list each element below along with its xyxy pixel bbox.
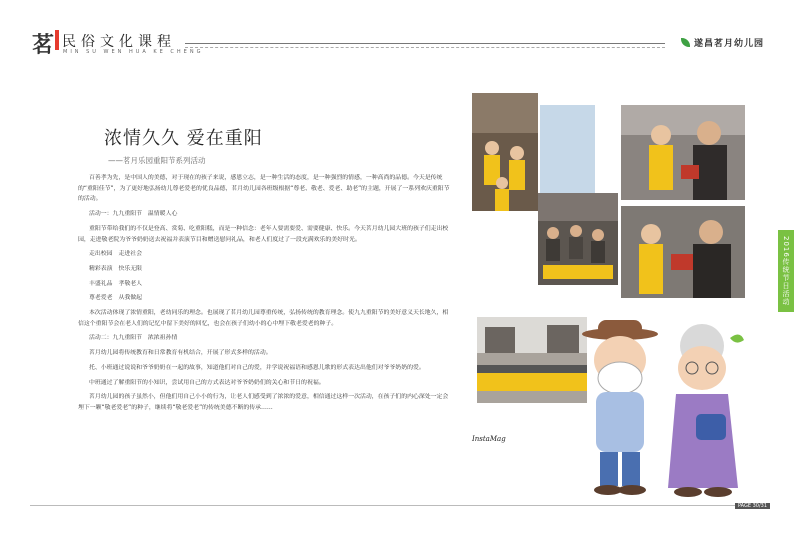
brand <box>681 36 764 49</box>
photo-group-outside <box>477 317 587 403</box>
footer-divider <box>30 505 740 506</box>
section-pinyin: MIN SU WEN HUA KE CHENG <box>63 49 204 55</box>
slogan: 丰盛礼品 孝敬老人 <box>89 280 143 287</box>
paragraph: 中班通过了解重阳节的小知识，尝试用自己的方式表达对爷爷奶奶们的关心和节日的祝福。 <box>89 379 325 386</box>
side-tab: 2016传统节日活动 <box>778 230 794 312</box>
article-title: 浓情久久 爱在重阳 <box>104 128 263 149</box>
instamag-label: InstaMag <box>472 435 506 443</box>
paragraph: 托、小班通过说说和爷爷奶奶在一起的故事，知道他们对自己的爱，并学说祝福语和感恩儿歌的形式表达出他们对爷爷奶奶的爱。 <box>89 364 425 371</box>
collage-watermark: INSTAMAG · 遂昌茗月幼儿园 <box>540 304 593 309</box>
photo-children-performing <box>472 93 538 211</box>
activity-heading: 活动一：九九重阳节 温情暖人心 <box>89 211 178 218</box>
photo-child-with-elder <box>621 105 745 200</box>
logo-character: 茗 <box>32 32 55 58</box>
photo-elders-seated <box>538 193 618 285</box>
paragraph: 百善孝为先，是中国人的美德，对于现在的孩子来说，感恩立志，是一种生活的态度，是一种强烈的情感，一种高尚的品德。今天是传统的“重阳佳节”，为了更好地弘扬幼儿尊老爱老的优良品德，茗月幼儿园各班级根据“尊老、敬老、爱老、助老”的主题，开展了一系列欢庆重阳节的活动。 <box>78 175 450 203</box>
paragraph: 本次活动体现了浓情重阳，老幼同乐的理念。也展现了茗月幼儿园尊重传统，弘扬传统的教育理念。使九九重阳节的美好意义天长地久，相信这个重阳节会在老人们的记忆中留下美好的回忆，也会在孩子们幼小的心中埋下敬老爱老的种子。 <box>78 310 449 327</box>
header-divider-dashed <box>185 47 665 48</box>
activity-heading: 活动二：九九重阳节 浓浓祖孙情 <box>89 335 178 342</box>
page-number: PAGE 30/31 <box>735 503 770 509</box>
paragraph: 茗月幼儿园的孩子虽然小，但他们用自己小小的行为，让老人们感受到了浓浓的爱意，相信通过这样一次活动，在孩子们的内心深处一定会埋下一颗“敬老爱老”的种子，继续将“敬老爱老”的传统美德不断的传承…… <box>78 394 449 411</box>
header-divider <box>185 43 665 44</box>
slogan: 精彩表演 快乐无限 <box>89 265 143 272</box>
logo-accent-bar <box>55 30 59 50</box>
grandparents-illustration <box>580 318 750 498</box>
article-subtitle: ——茗月乐园重阳节系列活动 <box>108 156 206 165</box>
page-header <box>0 0 800 60</box>
article-body <box>78 173 453 414</box>
slogan: 尊老爱老 从我做起 <box>89 295 143 302</box>
paragraph: 重阳节带给我们的不仅是登高、赏菊、吃重阳糕，而是一种信念：老年人要需要爱、需要健康、快乐。今天茗月幼儿园大班的孩子们走出校园，走进敬老院为爷爷奶奶送去祝福并表演节目和赠送慰问礼品，和老人们度过了一段充满欢乐的美好时光。 <box>78 225 449 243</box>
leaf-icon <box>681 38 690 47</box>
photo-gift-giving <box>621 206 745 298</box>
paragraph: 茗月幼儿园将传统教育和日常教育有机结合，开展了形式多样的活动。 <box>89 350 272 357</box>
brand-name: 遂昌茗月幼儿园 <box>693 39 764 49</box>
section-title: 民俗文化课程 <box>62 34 176 50</box>
slogan: 走出校园 走进社会 <box>89 251 143 258</box>
